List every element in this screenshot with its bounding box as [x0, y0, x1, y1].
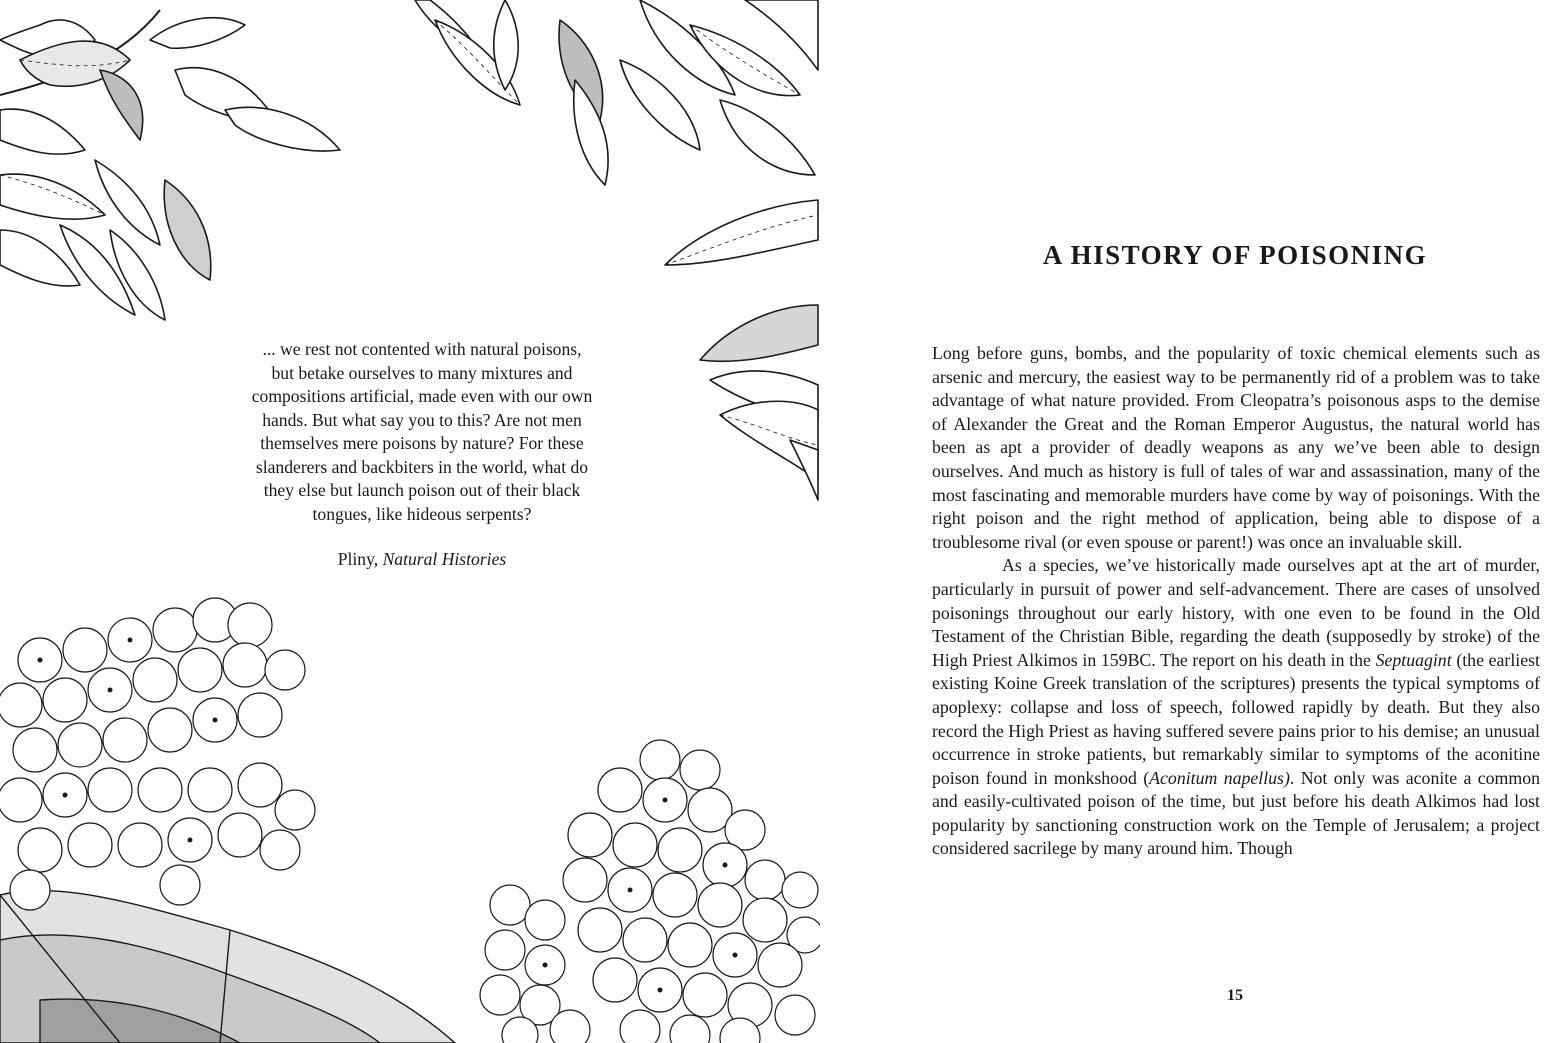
epigraph [222, 338, 622, 572]
paragraph-2-italic-1: Septuagint [1375, 649, 1452, 670]
attribution-author: Pliny, [337, 549, 383, 569]
paragraph-2-italic-2: Aconitum napellus) [1149, 767, 1290, 788]
paragraph-2-part-c: . Not only was aconite a common and easily-cultivated poison of the time, but just before his death Alkimos had lost popularity by sanctioning construction work on the Temple of Jerusalem; a project considered sacrilege by many around him. Though [932, 767, 1540, 859]
paragraph-1: Long before guns, bombs, and the popularity of toxic chemical elements such as arsenic and mercury, the easiest way to be permanently rid of a problem was to take advantage of what nature provided. From Cleopatra’s poisonous asps to the demise of Alexander the Great and the Roman Emperor Augustus, the natural world has been as apt a provider of deadly weapons as any we’ve been able to design ourselves. And much as history is full of tales of war and assassination, many of the most fascinating and memorable murders have come by way of poisonings. With the right poison and the right method of application, being able to dispose of a troublesome rival (or even spouse or parent!) was once an invaluable skill. [932, 343, 1540, 552]
paragraph-2 [932, 554, 1540, 861]
paragraph-2-part-b: (the earliest existing Koine Greek translation of the scriptures) presents the typical symptoms of apoplexy: collapse and loss of speech, followed rapidly by death. But they also record the High Priest as having suffered severe pains prior to his demise; an unusual occurrence in stroke patients, but remarkably similar to symptoms of the aconitine poison found in monkshood ( [932, 649, 1540, 788]
paragraph-2-part-a: As a species, we’ve historically made ourselves apt at the art of murder, particularly in pursuit of power and self-advancement. There are cases of unsolved poisonings throughout our early history, with one even to be found in the Old Testament of the Christian Bible, regarding the death (supposedly by stroke) of the High Priest Alkimos in 159BC. The report on his death in the [932, 555, 1540, 670]
attribution-work: Natural Histories [382, 549, 507, 569]
right-page [820, 0, 1568, 1043]
body-text [932, 342, 1540, 861]
page-number: 15 [1227, 987, 1243, 1004]
chapter-title: A HISTORY OF POISONING [1042, 240, 1428, 270]
epigraph-attribution [222, 548, 622, 572]
epigraph-quote: ... we rest not contented with natural poisons, but betake ourselves to many mixtures and compositions artificial, made even with our own hands. But what say you to this? Are not men themselves mere poisons by nature? For these slanderers and backbiters in the world, what do they else but launch poison out of their black tongues, like hideous serpents? [251, 339, 593, 524]
